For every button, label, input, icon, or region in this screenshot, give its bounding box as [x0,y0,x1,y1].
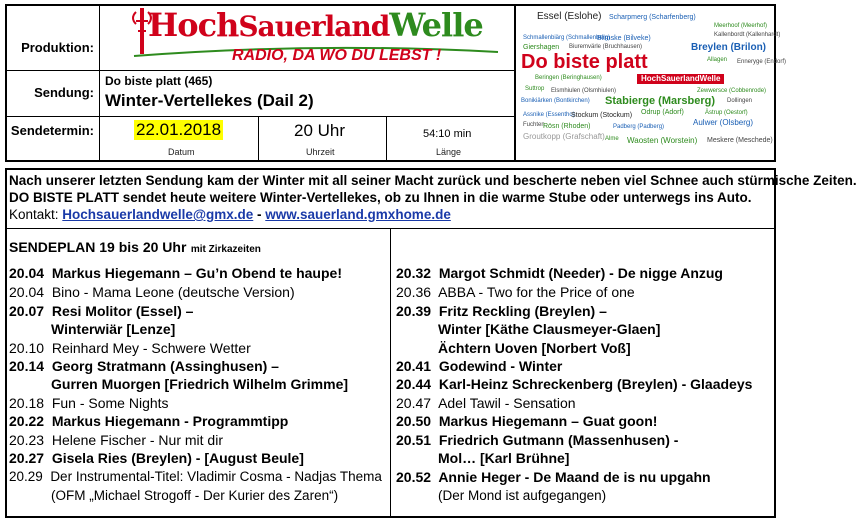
wordcloud-word: Groutkopp (Grafschaft) [523,132,605,141]
logo-part-welle: Welle [389,6,483,44]
wordcloud-headline: Do biste platt [521,51,648,73]
schedule-entry: 20.32 Margot Schmidt (Needer) - De nigge Anzug [396,265,723,281]
schedule-entry: 20.29 Der Instrumental-Titel: Vladimir Cosma - Nadjas Thema [9,469,382,484]
schedule-entry: 20.14 Georg Stratmann (Assinghusen) – [9,358,279,374]
wordcloud-word: Alme [605,136,619,142]
wordcloud-word: Zewwersce (Cobbenrode) [697,88,767,94]
wordcloud-word: Bonikiärken (Bontkirchen) [521,98,590,104]
show-number: Do biste platt (465) [105,74,213,88]
wordcloud-word: Scharpmerg (Scharfenberg) [609,14,696,21]
date-time-divider [258,116,259,161]
wordcloud-word: Allagen [707,57,728,63]
columns-divider [390,229,391,517]
wordcloud-word: Suttrop [525,86,545,92]
wordcloud-word: Fuchten [523,122,545,128]
schedule-entry-continuation: (OFM „Michael Strogoff - Der Kurier des Zaren“) [51,488,339,503]
contact-email-link[interactable]: Hochsauerlandwelle@gmx.de [62,207,254,222]
logo-part-sauerland: Sauerland [238,10,390,43]
broadcast-date: 22.01.2018 [136,120,222,139]
logo-slogan: RADIO, DA WO DU LEBST ! [232,47,442,64]
schedule-entry: 20.52 Annie Heger - De Maand de is nu upgahn [396,469,711,485]
wordcloud-word: Giershagen [523,44,560,51]
contact-separator: - [253,207,266,222]
schedule-entry: 20.50 Markus Hiegemann – Guat goon! [396,413,658,429]
schedule-entry-continuation: Winterwiär [Lenze] [51,321,176,337]
sendetermin-label: Sendetermin: [10,123,94,138]
sendeplan-title-row [9,239,261,257]
date-caption: Datum [168,147,195,157]
show-title: Winter-Vertellekes (Dail 2) [105,91,314,110]
schedule-entry-continuation: Gurren Muorgen [Friedrich Wilhelm Grimme] [51,376,349,392]
row-divider-2 [6,116,514,117]
wordcloud-word: Ästrup (Oestorf) [705,110,748,116]
wordcloud-word: Schmallenbiärg (Schmallenberg) [523,35,611,41]
broadcast-time: 20 Uhr [294,121,346,140]
station-logo [126,6,506,68]
schedule-entry: 20.23 Helene Fischer - Nur mit dir [9,432,223,448]
schedule-entry: 20.22 Markus Hiegemann - Programmtipp [9,413,289,429]
wordcloud-divider [514,5,516,161]
wordcloud-word: Breylen (Brilon) [691,42,767,53]
sendeplan-title: SENDEPLAN 19 bis 20 Uhr [9,239,187,255]
schedule-entry: 20.47 Adel Tawil - Sensation [396,395,576,411]
contact-line [9,206,451,223]
schedule-entry-continuation: Mol… [Karl Brühne] [438,450,570,466]
schedule-entry: 20.27 Gisela Ries (Breylen) - [August Beule] [9,450,304,466]
schedule-entry: 20.10 Reinhard Mey - Schwere Wetter [9,340,251,356]
wordcloud-word: Kallenbordt (Kallenhardt) [714,32,781,38]
schedule-entry-continuation: Winter [Käthe Clausmeyer-Glaen] [438,321,661,337]
schedule-entry-continuation: (Der Mond ist aufgegangen) [438,488,607,503]
intro-line-2: DO BISTE PLATT sendet heute weitere Winter-Vertellekes, ob zu Ihnen in die warme Stube oder unterwegs ins Auto. [9,190,752,205]
wordcloud-word: Enneryge (Endorf) [737,59,787,65]
label-column-divider [99,5,100,161]
contact-label: Kontakt: [9,207,59,222]
wordcloud-word: Padberg (Padberg) [613,124,665,130]
wordcloud-word: Meskere (Meschede) [707,137,773,144]
wordcloud-word: Rösn (Rhoden) [543,123,591,130]
wordcloud-word: Aulwer (Olsberg) [693,118,754,127]
wordcloud-mini-logo: HochSauerlandWelle [637,74,724,84]
schedule-entry: 20.39 Fritz Reckling (Breylen) – [396,303,607,319]
wordcloud-word: Dollingen [727,98,753,104]
sendeplan-title-note: mit Zirkazeiten [190,244,261,255]
wordcloud-word: Assnike (Essentho) [523,112,575,118]
wordcloud-word: Biuremvärle (Bruchhausen) [569,44,643,50]
length-caption: Länge [436,147,462,157]
wordcloud-word: Meerhoof (Meerhof) [714,23,768,29]
wordcloud-word: Blimske (Bilveke) [597,35,651,42]
schedule-entry: 20.18 Fun - Some Nights [9,395,169,411]
wordcloud-word: Waosten (Worstein) [627,136,698,145]
schedule-entry-continuation: Ächtern Uoven [Norbert Voß] [438,340,631,356]
schedule-entry: 20.51 Friedrich Gutmann (Massenhusen) - [396,432,679,448]
wordcloud-word: Elsmhiulen (Olsmhiulen) [551,88,617,94]
schedule-entry: 20.41 Godewind - Winter [396,358,563,374]
schedule-entry: 20.07 Resi Molitor (Essel) – [9,303,194,319]
wordcloud-word: Essel (Eslohe) [537,11,602,22]
wordcloud-word: Beringen (Beringhausen) [535,75,602,81]
broadcast-length: 54:10 min [423,128,472,140]
row-divider-1 [6,70,514,71]
contact-website-link[interactable]: www.sauerland.gmxhome.de [265,207,451,222]
time-caption: Uhrzeit [306,147,335,157]
wordcloud [517,6,787,160]
wordcloud-word: Odrup (Adorf) [641,109,684,116]
schedule-entry: 20.44 Karl-Heinz Schreckenberg (Breylen) - Glaadeys [396,376,753,392]
time-length-divider [386,116,387,161]
produktion-label: Produktion: [21,40,94,55]
intro-line-1: Nach unserer letzten Sendung kam der Winter mit all seiner Macht zurück und bescherte neben viel Schnee auch stürmische Zeiten. [9,173,857,188]
sendung-label: Sendung: [34,85,94,100]
logo-part-hoch: Hoch [148,6,239,44]
schedule-entry: 20.04 Markus Hiegemann – Gu’n Obend te haupe! [9,265,342,281]
wordcloud-word: Stockum (Stockum) [571,112,633,119]
wordcloud-word: Stabierge (Marsberg) [605,95,716,107]
schedule-entry: 20.36 ABBA - Two for the Price of one [396,284,635,300]
schedule-entry: 20.04 Bino - Mama Leone (deutsche Version) [9,284,295,300]
